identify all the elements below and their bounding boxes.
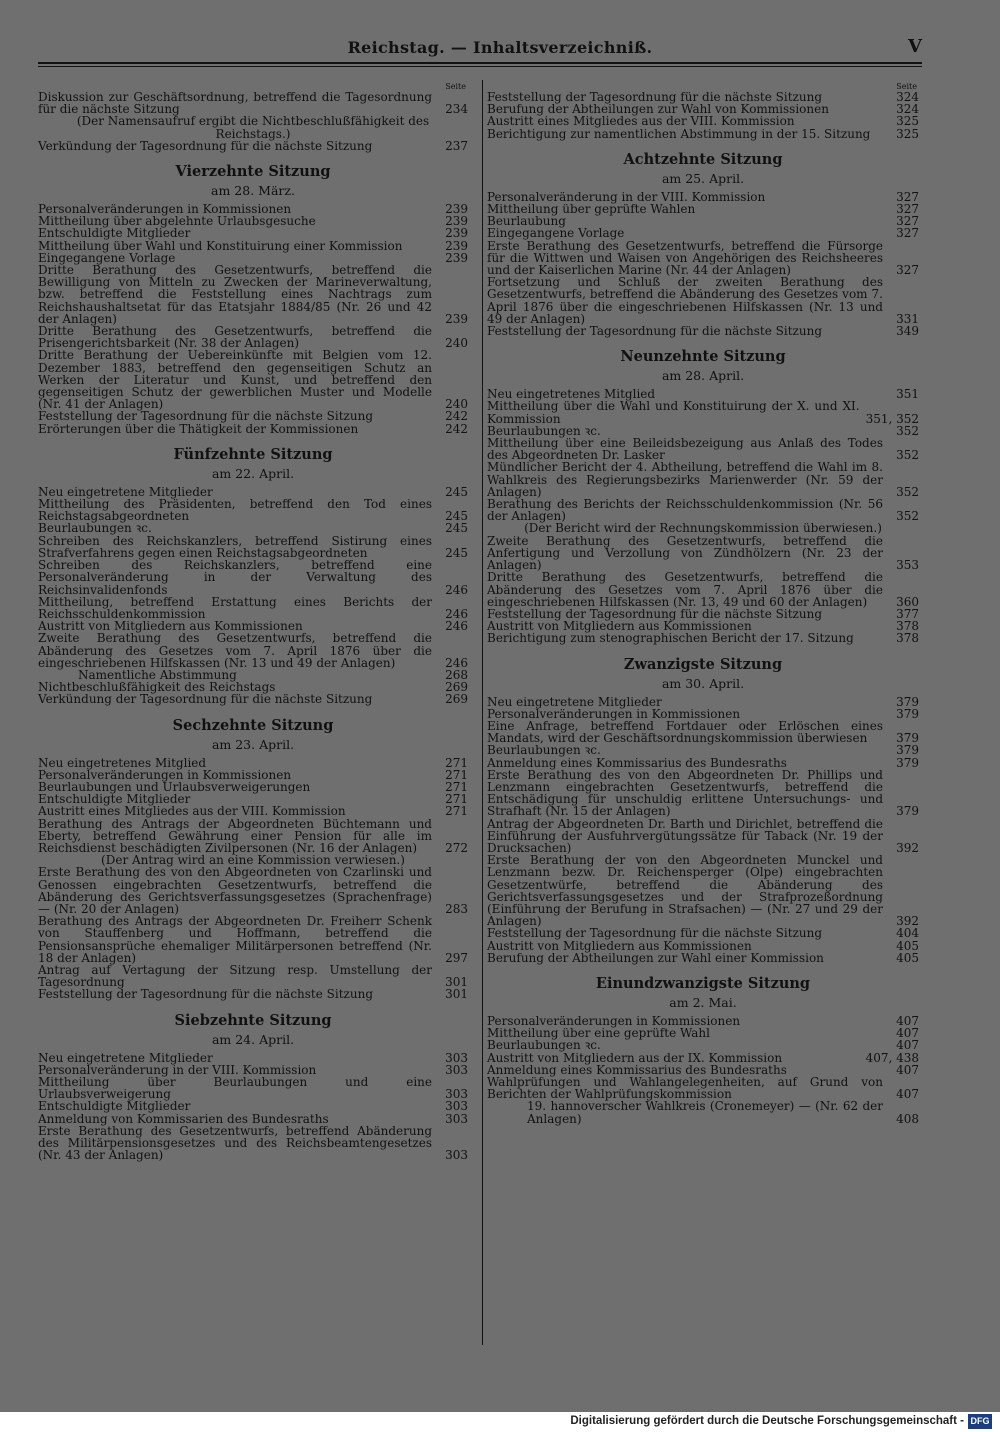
entry-text: Austritt eines Mitgliedes aus der VIII. Kommission <box>487 114 795 129</box>
entry-page: 246 <box>445 655 468 670</box>
running-header-title: Reichstag. — Inhaltsverzeichniß. <box>347 38 653 57</box>
toc-entry <box>38 498 468 522</box>
session-entries <box>487 1015 919 1125</box>
right-sections <box>487 151 919 1125</box>
entry-page: 240 <box>445 336 468 351</box>
session-date: am 28. April. <box>661 368 745 384</box>
entry-text: Mittheilung über eine Beileidsbezeigung aus Anlaß des Todes des Abgeordneten Dr. Lasker <box>487 436 883 463</box>
entry-text: Entschuldigte Mitglieder <box>38 226 191 241</box>
entry-page: 272 <box>445 840 468 855</box>
entry-note <box>487 522 919 534</box>
entry-text: Berichtigung zur namentlichen Abstimmung in der 15. Sitzung <box>487 126 871 141</box>
toc-entry <box>487 720 919 744</box>
session-title: Siebzehnte Sitzung <box>174 1011 332 1029</box>
entry-page: 408 <box>896 1111 919 1126</box>
entry-page: 242 <box>445 409 468 424</box>
entry-text: Erste Berathung des Gesetzentwurfs, betreffend Abänderung des Militärpensionsgesetzes und des Reichsbeamtengesetzes (Nr. 43 der Anlagen) <box>38 1123 432 1163</box>
entry-text: Berufung der Abtheilungen zur Wahl von Kommissionen <box>487 102 829 117</box>
entry-page: 245 <box>445 484 468 499</box>
toc-entry <box>38 140 468 152</box>
entry-text: Fortsetzung und Schluß der zweiten Berathung des Gesetzentwurfs, betreffend die Abänderung des Gesetzes vom 7. April 1876 über die eingeschriebenen Hilfskassen (Nr. 13 und 49 der Anlagen) <box>487 275 883 326</box>
session-title: Sechzehnte Sitzung <box>172 716 334 734</box>
session-title: Achtzehnte Sitzung <box>623 150 783 168</box>
toc-entry <box>38 693 468 705</box>
entry-page: 392 <box>896 914 919 929</box>
toc-entry <box>38 757 468 769</box>
toc-entry <box>38 632 468 669</box>
entry-page: 324 <box>896 102 919 117</box>
session-date: am 30. April. <box>661 675 745 691</box>
entry-text: Mittheilung des Präsidenten, betreffend den Tod eines Reichstagsabgeordneten <box>38 497 432 524</box>
toc-entry <box>487 744 919 756</box>
entry-page: 246 <box>445 582 468 597</box>
entry-page: 245 <box>445 521 468 536</box>
toc-entry <box>487 498 919 522</box>
session-entries <box>38 203 468 435</box>
entry-text: Beurlaubungen ꝛc. <box>487 423 601 438</box>
entry-text: Feststellung der Tagesordnung für die nächste Sitzung <box>38 409 374 424</box>
toc-entry <box>487 276 919 325</box>
entry-text: (Der Antrag wird an eine Kommission verwiesen.) <box>101 853 405 868</box>
entry-text: Personalveränderung in der VIII. Kommission <box>487 189 766 204</box>
entry-text: Anmeldung eines Kommissarius des Bundesraths <box>487 755 787 770</box>
entry-page: 239 <box>445 226 468 241</box>
toc-entry <box>38 535 468 559</box>
entry-text: Personalveränderungen in Kommissionen <box>487 1013 741 1028</box>
entry-text: Anmeldung von Kommissarien des Bundesraths <box>38 1111 329 1126</box>
entry-text: Beurlaubungen ꝛc. <box>38 521 152 536</box>
entry-text: Mittheilung über abgelehnte Urlaubsgesuche <box>38 214 316 229</box>
toc-entry <box>38 988 468 1000</box>
toc-entry <box>487 1039 919 1051</box>
entry-text: Austritt von Mitgliedern aus Kommissionen <box>487 938 752 953</box>
toc-entry <box>38 1113 468 1125</box>
entry-page: 234 <box>445 102 468 117</box>
dfg-logo: DFG <box>968 1414 992 1429</box>
entry-page: 239 <box>445 311 468 326</box>
toc-entry <box>38 423 468 435</box>
toc-entry <box>487 927 919 939</box>
toc-entry <box>38 1076 468 1100</box>
entry-page: 352 <box>896 484 919 499</box>
entry-text: (Der Bericht wird der Rechnungskommission überwiesen.) <box>524 521 882 536</box>
page-number: V <box>908 36 922 57</box>
entry-page: 303 <box>445 1062 468 1077</box>
toc-entry <box>487 1052 919 1064</box>
entry-page: 379 <box>896 706 919 721</box>
toc-entry <box>487 437 919 461</box>
entry-text: Beurlaubungen ꝛc. <box>487 1038 601 1053</box>
entry-text: Feststellung der Tagesordnung für die nächste Sitzung <box>487 90 823 104</box>
entry-text: Dritte Berathung der Uebereinkünfte mit Belgien vom 12. Dezember 1883, betreffend den gegenseitigen Schutz an Werken der Literatur und Kunst, und betreffend den gegenseitigen Schutz der gewerblichen Muster und Modelle (Nr. 41 der Anlagen) <box>38 348 432 412</box>
entry-page: 283 <box>445 901 468 916</box>
entry-page: 303 <box>445 1087 468 1102</box>
entry-text: Dritte Berathung des Gesetzentwurfs, betreffend die Prisengerichtsbarkeit (Nr. 38 der Anlagen) <box>38 324 432 351</box>
entry-page: 327 <box>896 214 919 229</box>
entry-text: Personalveränderung in der VIII. Kommission <box>38 1062 317 1077</box>
toc-entry <box>487 461 919 498</box>
entry-page: 301 <box>445 987 468 1002</box>
entry-text: Antrag auf Vertagung der Sitzung resp. Umstellung der Tagesordnung <box>38 962 432 990</box>
toc-entry <box>487 1100 919 1124</box>
entry-text: Mittheilung über die Wahl und Konstituirung der X. und XI. Kommission <box>487 399 860 426</box>
toc-entry <box>38 325 468 349</box>
entry-text: Eingegangene Vorlage <box>38 250 176 265</box>
entry-page: 407 <box>896 1013 919 1028</box>
session-title: Vierzehnte Sitzung <box>175 163 331 181</box>
toc-entry <box>487 227 919 239</box>
entry-page: 407 <box>896 1026 919 1041</box>
entry-page: 239 <box>445 202 468 217</box>
entry-page: 271 <box>445 779 468 794</box>
entry-text: Personalveränderungen in Kommissionen <box>487 706 741 721</box>
entry-page: 351 <box>896 387 919 402</box>
entry-page: 379 <box>896 694 919 709</box>
entry-page: 351, 352 <box>865 411 919 426</box>
session-entries <box>38 757 468 1001</box>
entry-page: 269 <box>445 692 468 707</box>
toc-entry <box>38 1125 468 1162</box>
toc-entry <box>38 91 468 115</box>
toc-entry <box>487 240 919 277</box>
entry-text: Feststellung der Tagesordnung für die nächste Sitzung <box>487 606 823 621</box>
toc-entry <box>487 571 919 608</box>
entry-text: Austritt von Mitgliedern aus der IX. Kommission <box>487 1050 783 1065</box>
toc-entry <box>487 535 919 572</box>
entry-page: 303 <box>445 1050 468 1065</box>
entry-page: 407 <box>896 1087 919 1102</box>
entry-text: Neu eingetretenes Mitglied <box>38 755 207 770</box>
entry-page: 407, 438 <box>865 1050 919 1065</box>
right-top-entries <box>487 91 919 140</box>
toc-entry <box>38 227 468 239</box>
entry-text: Eingegangene Vorlage <box>487 226 625 241</box>
entry-page: 327 <box>896 263 919 278</box>
entry-page: 407 <box>896 1038 919 1053</box>
entry-text: Wahlprüfungen und Wahlangelegenheiten, auf Grund von Berichten der Wahlprüfungskommission <box>487 1075 883 1102</box>
entry-page: 268 <box>445 667 468 682</box>
entry-text: Mittheilung, betreffend Erstattung eines Berichts der Reichsschuldenkommission <box>38 594 432 621</box>
entry-text: Austritt von Mitgliedern aus Kommissionen <box>487 619 752 634</box>
toc-entry <box>38 596 468 620</box>
entry-page: 303 <box>445 1148 468 1163</box>
entry-page: 379 <box>896 755 919 770</box>
toc-entry <box>38 522 468 534</box>
entry-text: Namentliche Abstimmung <box>78 667 237 682</box>
session-date: am 25. April. <box>661 170 745 186</box>
entry-page: 360 <box>896 594 919 609</box>
entry-page: 301 <box>445 975 468 990</box>
entry-page: 378 <box>896 619 919 634</box>
entry-text: Mittheilung über geprüfte Wahlen <box>487 202 696 217</box>
entry-text: Beurlaubungen und Urlaubsverweigerungen <box>38 779 311 794</box>
entry-text: Berathung des Antrags der Abgeordneten Dr. Freiherr Schenk von Stauffenberg und Hoffmann, betreffend die Pensionsansprüche ehemaliger Militärpersonen betreffend (Nr. 18 der Anlagen) <box>38 914 432 965</box>
entry-text: Anmeldung eines Kommissarius des Bundesraths <box>487 1062 787 1077</box>
entry-text: Eine Anfrage, betreffend Fortdauer oder Erlöschen eines Mandats, wird der Geschäftsordnungskommission überwiesen <box>487 718 883 746</box>
left-top-entries <box>38 91 468 152</box>
entry-text: Mündlicher Bericht der 4. Abtheilung, betreffend die Wahl im 8. Wahlkreis des Regierungsbezirks Marienwerder (Nr. 59 der Anlagen) <box>487 460 883 499</box>
entry-page: 379 <box>896 731 919 746</box>
seite-label: Seite <box>445 82 466 91</box>
entry-page: 303 <box>445 1111 468 1126</box>
entry-text: Neu eingetretenes Mitglied <box>487 387 656 402</box>
entry-text: Mittheilung über Beurlaubungen und eine Urlaubsverweigerung <box>38 1075 432 1102</box>
toc-entry <box>487 632 919 644</box>
session-title: Fünfzehnte Sitzung <box>173 445 333 463</box>
entry-page: 352 <box>896 509 919 524</box>
left-column <box>38 82 468 1161</box>
entry-page: 245 <box>445 509 468 524</box>
toc-entry <box>38 1100 468 1112</box>
entry-page: 377 <box>896 606 919 621</box>
entry-page: 349 <box>896 324 919 339</box>
entry-text: Verkündung der Tagesordnung für die nächste Sitzung <box>38 138 373 153</box>
entry-page: 378 <box>896 631 919 646</box>
entry-text: Antrag der Abgeordneten Dr. Barth und Dirichlet, betreffend die Einführung der Ausfuhrvergütungssätze für Taback (Nr. 19 der Drucksachen) <box>487 816 883 855</box>
entry-text: Entschuldigte Mitglieder <box>38 1099 191 1114</box>
footer-bar <box>0 1412 1000 1432</box>
toc-entry <box>38 410 468 422</box>
entry-text: Personalveränderungen in Kommissionen <box>38 767 292 782</box>
session-date: am 28. März. <box>211 183 295 199</box>
toc-entry <box>38 866 468 915</box>
toc-entry <box>38 818 468 855</box>
entry-page: 405 <box>896 950 919 965</box>
entry-page: 246 <box>445 606 468 621</box>
entry-text: Entschuldigte Mitglieder <box>38 792 191 807</box>
entry-text: Dritte Berathung des Gesetzentwurfs, betreffend die Bewilligung von Mitteln zu Zwecken der Marineverwaltung, bzw. betreffend die Feststellung eines Nachtrags zum Reichshaushaltsetat für das Etatsjahr 1884/85 (Nr. 26 und 42 der Anlagen) <box>38 263 432 326</box>
entry-text: Feststellung der Tagesordnung für die nächste Sitzung <box>38 987 374 1002</box>
entry-text: Schreiben des Reichskanzlers, betreffend Sistirung eines Strafverfahrens gegen einen Reichstagsabgeordneten <box>38 533 432 560</box>
entry-page: 271 <box>445 767 468 782</box>
entry-page: 352 <box>896 423 919 438</box>
session-entries <box>487 696 919 964</box>
entry-page: 237 <box>445 138 468 153</box>
entry-page: 239 <box>445 250 468 265</box>
session-title: Zwanzigste Sitzung <box>623 655 783 673</box>
toc-entry <box>487 696 919 708</box>
entry-page: 245 <box>445 545 468 560</box>
toc-entry <box>487 325 919 337</box>
entry-page: 407 <box>896 1062 919 1077</box>
session-entries <box>38 486 468 706</box>
entry-text: Erste Berathung der von den Abgeordneten Munckel und Lenzmann bezw. Dr. Reichensperger (Olpe) eingebrachten Gesetzentwürfe, betreffend die Abänderung des Gerichtsverfassungsgesetzes und der Strafprozeßordnung (Einführung der Berufung in Strafsachen) — (Nr. 27 und 29 der Anlagen) <box>487 853 883 929</box>
entry-page: 271 <box>445 755 468 770</box>
toc-entry <box>38 805 468 817</box>
header-rule-thin <box>38 66 922 67</box>
entry-text: Berathung des Berichts der Reichsschuldenkommission (Nr. 56 der Anlagen) <box>487 497 883 524</box>
entry-text: Zweite Berathung des Gesetzentwurfs, betreffend die Abänderung des Gesetzes vom 7. April 1876 über die eingeschriebenen Hilfskassen (Nr. 13 und 49 der Anlagen) <box>38 631 432 670</box>
session-title: Einundzwanzigste Sitzung <box>595 974 811 992</box>
entry-text: Schreiben des Reichskanzlers, betreffend eine Personalveränderung in der Verwaltung des Reichsinvalidenfonds <box>38 558 432 597</box>
entry-page: 240 <box>445 397 468 412</box>
toc-entry <box>487 757 919 769</box>
entry-page: 246 <box>445 619 468 634</box>
footer-credit: Digitalisierung gefördert durch die Deutsche Forschungsgemeinschaft - <box>570 1415 964 1427</box>
entry-text: Mittheilung über Wahl und Konstituirung einer Kommission <box>38 238 403 253</box>
entry-text: Zweite Berathung des Gesetzentwurfs, betreffend die Anfertigung und Verzollung von Zündhölzern (Nr. 23 der Anlagen) <box>487 533 883 573</box>
session-date: am 23. April. <box>211 736 295 752</box>
toc-entry <box>487 400 919 424</box>
entry-page: 327 <box>896 226 919 241</box>
entry-text: Berathung des Antrags der Abgeordneten Büchtemann und Eberty, betreffend Gewährung einer Pension für alle im Reichsdienst beschädigten Zivilpersonen (Nr. 16 der Anlagen) <box>38 816 432 855</box>
entry-page: 352 <box>896 448 919 463</box>
entry-text: Mittheilung über eine geprüfte Wahl <box>487 1026 710 1041</box>
entry-text: Erste Berathung des Gesetzentwurfs, betreffend die Fürsorge für die Wittwen und Waisen von Angehörigen des Reichsheeres und der Kaiserlichen Marine (Nr. 44 der Anlagen) <box>487 238 883 278</box>
toc-entry <box>38 264 468 325</box>
toc-entry <box>38 559 468 596</box>
entry-text: Berichtigung zum stenographischen Bericht der 17. Sitzung <box>487 631 854 646</box>
entry-text: Berufung der Abtheilungen zur Wahl einer Kommission <box>487 950 824 965</box>
entry-page: 405 <box>896 938 919 953</box>
entry-text: Erörterungen über die Thätigkeit der Kommissionen <box>38 421 359 436</box>
entry-text: Neu eingetretene Mitglieder <box>38 484 213 499</box>
toc-entry <box>38 964 468 988</box>
session-entries <box>487 388 919 644</box>
entry-text: Dritte Berathung des Gesetzentwurfs, betreffend die Abänderung des Gesetzes vom 7. April 1876 über die eingeschriebenen Hilfskassen (Nr. 13, 49 und 60 der Anlagen) <box>487 570 883 609</box>
entry-page: 327 <box>896 202 919 217</box>
entry-text: Neu eingetretene Mitglieder <box>38 1050 213 1065</box>
seite-label: Seite <box>896 82 917 91</box>
entry-text: Beurlaubungen ꝛc. <box>487 743 601 758</box>
toc-entry <box>38 1052 468 1064</box>
entry-page: 269 <box>445 680 468 695</box>
entry-text: Feststellung der Tagesordnung für die nächste Sitzung <box>487 324 823 339</box>
toc-entry <box>487 940 919 952</box>
toc-entry <box>487 128 919 140</box>
entry-text: Feststellung der Tagesordnung für die nächste Sitzung <box>487 926 823 941</box>
toc-entry <box>487 818 919 855</box>
entry-text: Neu eingetretene Mitglieder <box>487 694 662 709</box>
toc-entry <box>487 854 919 927</box>
left-sections <box>38 163 468 1161</box>
toc-entry <box>487 1076 919 1100</box>
toc-entry <box>487 115 919 127</box>
entry-page: 379 <box>896 743 919 758</box>
session-entries <box>487 191 919 337</box>
session-title: Neunzehnte Sitzung <box>620 348 786 366</box>
session-entries <box>38 1052 468 1162</box>
header-rule <box>38 62 922 64</box>
entry-page: 271 <box>445 792 468 807</box>
entry-page: 327 <box>896 189 919 204</box>
toc-entry <box>487 952 919 964</box>
entry-text: Personalveränderungen in Kommissionen <box>38 202 292 217</box>
entry-page: 324 <box>896 90 919 104</box>
toc-entry <box>38 349 468 410</box>
entry-page: 392 <box>896 840 919 855</box>
entry-page: 271 <box>445 804 468 819</box>
entry-text: Erste Berathung des von den Abgeordneten von Czarlinski und Genossen eingebrachten Gesetzentwurfs, betreffend die Abänderung des Gerichtsverfassungsgesetzes (Sprachenfrage) — (Nr. 20 der Anlagen) <box>38 865 432 916</box>
entry-text: Austritt eines Mitgliedes aus der VIII. Kommission <box>38 804 346 819</box>
entry-text: Verkündung der Tagesordnung für die nächste Sitzung <box>38 692 373 707</box>
column-divider <box>482 80 483 1345</box>
session-date: am 24. April. <box>211 1031 295 1047</box>
entry-page: 239 <box>445 238 468 253</box>
entry-page: 303 <box>445 1099 468 1114</box>
entry-page: 404 <box>896 926 919 941</box>
entry-text: Nichtbeschlußfähigkeit des Reichstags <box>38 680 276 695</box>
entry-page: 353 <box>896 558 919 573</box>
entry-page: 325 <box>896 126 919 141</box>
entry-page: 239 <box>445 214 468 229</box>
entry-page: 242 <box>445 421 468 436</box>
entry-text: Diskussion zur Geschäftsordnung, betreffend die Tagesordnung für die nächste Sitzung <box>38 90 432 117</box>
entry-page: 379 <box>896 804 919 819</box>
entry-note <box>38 115 468 139</box>
right-column <box>487 82 919 1125</box>
entry-text: Austritt von Mitgliedern aus Kommissionen <box>38 619 303 634</box>
session-date: am 2. Mai. <box>669 994 737 1010</box>
entry-text: Beurlaubung <box>487 214 566 229</box>
entry-text: 19. hannoverscher Wahlkreis (Cronemeyer) — (Nr. 62 der Anlagen) <box>527 1099 883 1126</box>
session-date: am 22. April. <box>211 465 295 481</box>
entry-text: Erste Berathung des von den Abgeordneten Dr. Phillips und Lenzmann eingebrachten Gesetzentwurfs, betreffend die Entschädigung für unschuldig erlittene Untersuchungs- und Strafhaft (Nr. 15 der Anlagen) <box>487 767 883 819</box>
toc-entry <box>38 915 468 964</box>
entry-page: 325 <box>896 114 919 129</box>
toc-entry <box>38 240 468 252</box>
toc-entry <box>487 769 919 818</box>
entry-page: 297 <box>445 950 468 965</box>
entry-page: 331 <box>896 311 919 326</box>
entry-text: (Der Namensaufruf ergibt die Nichtbeschlußfähigkeit des Reichstags.) <box>76 114 430 141</box>
